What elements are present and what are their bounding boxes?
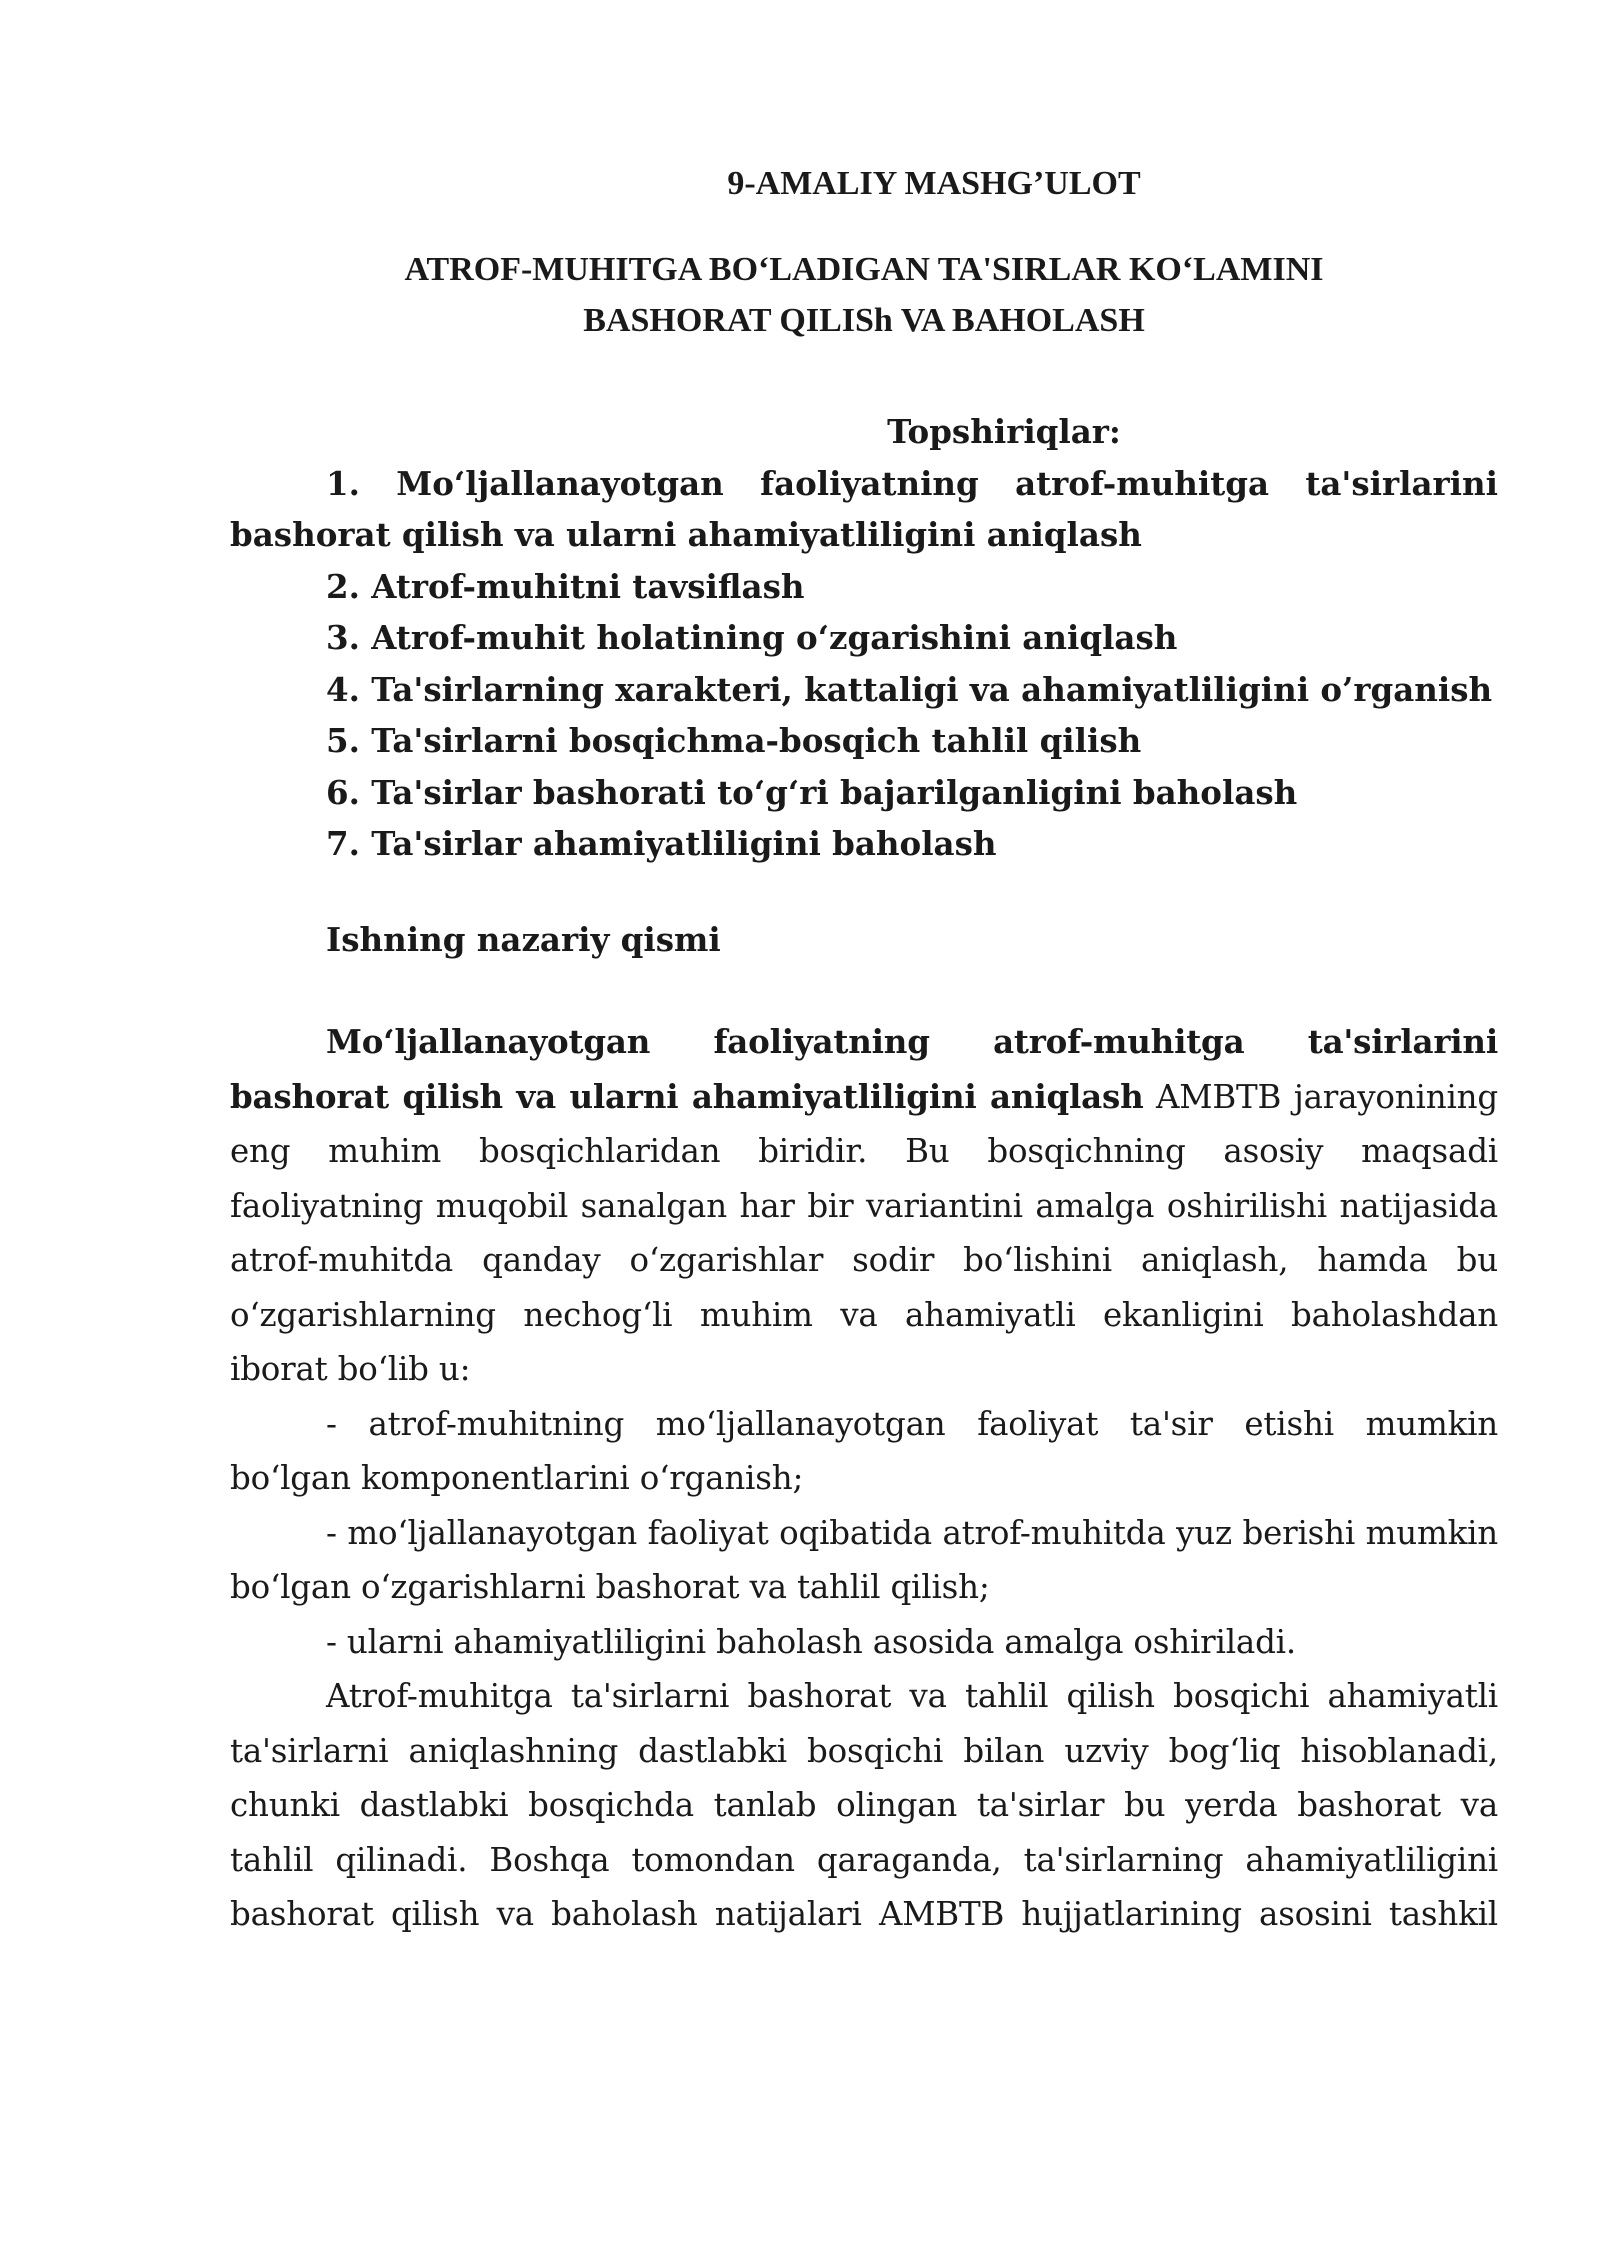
- task-item: 7. Ta'sirlar ahamiyatliligini baholash: [326, 824, 997, 863]
- task-item: 2. Atrof-muhitni tavsiflash: [326, 566, 805, 606]
- topic-title-line-1: ATROF-MUHITGA BO‘LADIGAN TA'SIRLAR KO‘LAMINI: [404, 251, 1324, 288]
- topic-title-line-2: BASHORAT QILISh VA BAHOLASH: [583, 302, 1145, 339]
- document-page: [230, 150, 1498, 1942]
- task-item: 1. Mo‘ljallanayotgan faoliyatning atrof-muhitga ta'sirlarini bashorat qilish va ularni ahamiyatliligini aniqlash: [230, 463, 1498, 554]
- task-item: 3. Atrof-muhit holatining o‘zgarishini aniqlash: [326, 618, 1178, 657]
- theory-paragraph-1-text: AMBTB jarayonining eng muhim bosqichlaridan biridir. Bu bosqichning asosiy maqsadi faoliyatning muqobil sanalgan har bir variantini amalga oshirilishi natijasida atrof-muhitda qanday o‘zgarishlar sodir bo‘lishini aniqlash, hamda bu o‘zgarishlarning nechog‘li muhim va ahamiyatli ekanligini baholashdan iborat bo‘lib u:: [230, 1077, 1498, 1388]
- practice-title: 9-AMALIY MASHG’ULOT: [727, 165, 1141, 202]
- theory-body: [230, 1015, 1498, 1942]
- theory-bullet: - ularni ahamiyatliligini baholash asosida amalga oshiriladi.: [326, 1622, 1297, 1661]
- theory-paragraph-1: [230, 1015, 1498, 1397]
- task-item: 5. Ta'sirlarni bosqichma-bosqich tahlil qilish: [326, 721, 1142, 760]
- task-item: 6. Ta'sirlar bashorati to‘g‘ri bajarilganligini baholash: [326, 772, 1298, 812]
- theory-bullet: - mo‘ljallanayotgan faoliyat oqibatida atrof-muhitda yuz berishi mumkin bo‘lgan o‘zgarishlarni bashorat va tahlil qilish;: [230, 1513, 1498, 1606]
- theory-heading: Ishning nazariy qismi: [326, 919, 721, 959]
- tasks-section: [230, 406, 1498, 965]
- theory-paragraph-2: Atrof-muhitga ta'sirlarni bashorat va tahlil qilish bosqichi ahamiyatli ta'sirlarni aniqlashning dastlabki bosqichi bilan uzviy bog‘liq hisoblanadi, chunki dastlabki bosqichda tanlab olingan ta'sirlar bu yerda bashorat va tahlil qilinadi. Boshqa tomondan qaraganda, ta'sirlarning ahamiyatliligini bashorat qilish va baholash natijalari AMBTB hujjatlarining asosini tashkil: [230, 1677, 1498, 1933]
- theory-bullet: - atrof-muhitning mo‘ljallanayotgan faoliyat ta'sir etishi mumkin bo‘lgan komponentlarini o‘rganish;: [230, 1404, 1498, 1497]
- topic-title: [230, 244, 1498, 346]
- tasks-heading: Topshiriqlar:: [887, 412, 1121, 451]
- task-item: 4. Ta'sirlarning xarakteri, kattaligi va ahamiyatliligini o’rganish: [326, 669, 1493, 709]
- theory-paragraph-1-bold-lead: Mo‘ljallanayotgan faoliyatning atrof-muhitga ta'sirlarini bashorat qilish va ularni ahamiyatliligini aniqlash: [230, 1022, 1498, 1116]
